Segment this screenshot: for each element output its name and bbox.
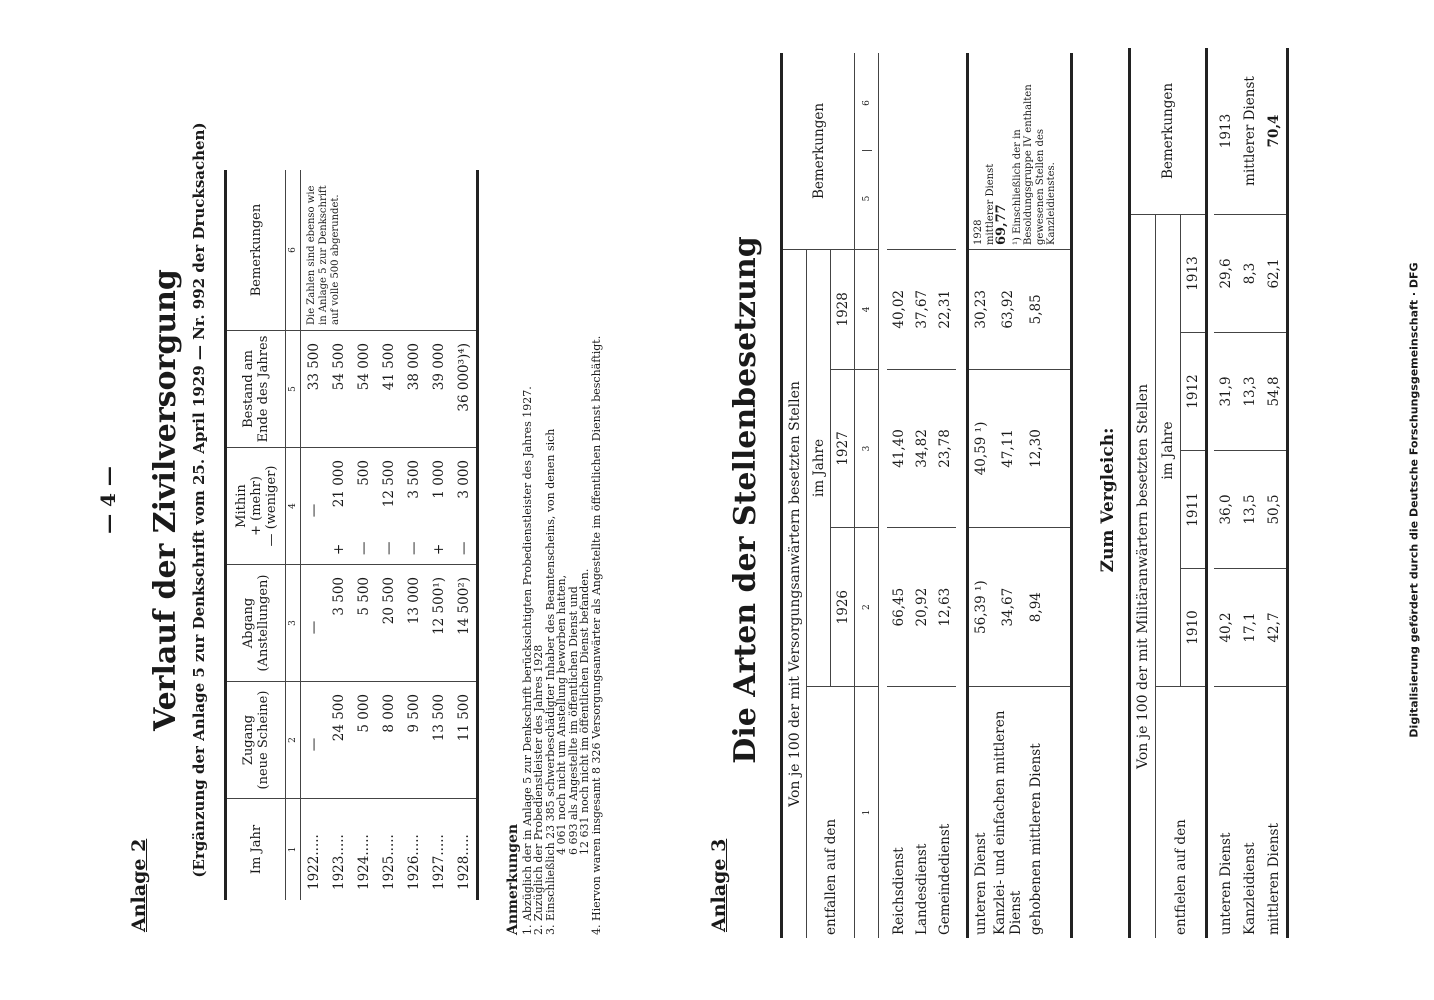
colnum: 5 <box>286 331 301 448</box>
brace-value: 70,4 <box>1262 48 1288 215</box>
cell-value: 63,92 <box>992 250 1024 370</box>
cell-abgang: 3 500 <box>326 565 351 682</box>
cell-year: 1927..... <box>430 834 447 890</box>
row-label: mittleren Dienst <box>1266 823 1282 935</box>
brace-value: 69,77 <box>994 204 1009 245</box>
cell-mithin-value: 3 500 <box>405 460 422 499</box>
t2-year: 1927 <box>831 369 855 528</box>
table-row <box>1214 48 1238 938</box>
cell-value: 8,94 <box>1024 528 1047 687</box>
header-zugang: Zugang (neue Scheine) <box>226 682 286 799</box>
cell-abgang: 14 500²) <box>451 565 478 682</box>
cell-value: 56,39 ¹) <box>968 528 993 687</box>
cell-bestand: 39 000 <box>426 331 451 448</box>
cell-mithin <box>451 448 478 565</box>
cell-mithin-value: — <box>305 503 322 518</box>
cell-sign: + <box>430 543 447 555</box>
cell-zugang: 8 000 <box>376 682 401 799</box>
vergleich-table <box>1128 48 1289 938</box>
cell-mithin <box>351 448 376 565</box>
cell-bestand: 54 000 <box>351 331 376 448</box>
cell-zugang: — <box>301 682 327 799</box>
table-row <box>1262 48 1288 938</box>
cell-bestand: 36 000³)⁴) <box>451 331 478 448</box>
anlage2-subtitle: (Ergänzung der Anlage 5 zur Denkschrift vom 25. April 1929 — Nr. 992 der Drucksachen) <box>190 122 208 878</box>
cell-value: 20,92 <box>910 528 933 687</box>
t2-year: 1928 <box>831 250 855 370</box>
cell-value: 30,23 <box>968 250 993 370</box>
cell-mithin <box>301 448 327 565</box>
cell-abgang: 5 500 <box>351 565 376 682</box>
cell-abgang: 20 500 <box>376 565 401 682</box>
note-item: 2. Zuzüglich der Probedienstleister des Jahres 1928 <box>532 644 545 935</box>
header-bestand: Bestand am Ende des Jahres <box>226 331 286 448</box>
colnum: 2 <box>855 528 879 687</box>
colnum: 3 <box>855 369 879 528</box>
colnum: 6 <box>861 100 872 106</box>
t3-year: 1913 <box>1181 215 1207 333</box>
cell-abgang: 13 000 <box>401 565 426 682</box>
cell-abgang: — <box>301 565 327 682</box>
cell-value: 34,82 <box>910 369 933 528</box>
cell-mithin <box>326 448 351 565</box>
cell-value: 50,5 <box>1262 451 1288 569</box>
note-item: 4. Hiervon waren insgesamt 8 326 Versorgungsanwärter als Angestellte im öffentlichen Dienst beschäftigt. <box>589 335 603 935</box>
header-jahr: Im Jahr <box>248 824 264 875</box>
t3-year: 1910 <box>1181 569 1207 687</box>
zivilversorgung-table <box>224 170 479 900</box>
cell-value: 41,40 <box>887 369 910 528</box>
cell-value: 40,02 <box>887 250 910 370</box>
cell-sign: — <box>405 541 422 555</box>
t3-period-header: im Jahre <box>1156 215 1181 687</box>
anlage2-title: Verlauf der Zivilversorgung <box>148 269 183 731</box>
cell-zugang: 9 500 <box>401 682 426 799</box>
colnum: 5 <box>862 150 872 246</box>
header-abgang: Abgang (Anstellungen) <box>226 565 286 682</box>
t3-year: 1912 <box>1181 333 1207 451</box>
cell-value: 13,3 <box>1238 333 1262 451</box>
anmerkungen <box>505 35 603 935</box>
brace-year: 1913 <box>1214 48 1238 215</box>
cell-value: 5,85 <box>1024 250 1047 370</box>
colnum: 1 <box>855 687 879 939</box>
stellenbesetzung-table <box>780 53 1073 938</box>
anlage2-label: Anlage 2 <box>128 838 150 932</box>
comparison-heading: Zum Vergleich: <box>1098 427 1118 573</box>
cell-mithin <box>426 448 451 565</box>
table-row <box>301 170 327 900</box>
colnum: 2 <box>286 682 301 799</box>
cell-value: 23,78 <box>933 369 956 528</box>
t2-year: 1926 <box>831 528 855 687</box>
cell-bestand: 38 000 <box>401 331 426 448</box>
cell-value: 12,30 <box>1024 369 1047 528</box>
brace-label: mittlerer Dienst <box>984 163 996 245</box>
footer-text: Digitalisierung gefördert durch die Deutsche Forschungsgemeinschaft · DFG <box>1407 262 1421 738</box>
row-label: Kanzlei- und einfachen mittleren Dienst <box>992 710 1024 935</box>
cell-year: 1928..... <box>455 834 472 890</box>
colnum: 6 <box>286 170 301 331</box>
cell-value: 37,67 <box>910 250 933 370</box>
note-item: 1. Abzüglich der in Anlage 5 zur Denkschrift berücksichtigten Probedienstleister des Jahres 1927. <box>520 386 534 935</box>
cell-mithin-value: 500 <box>355 460 372 486</box>
cell-value: 36,0 <box>1214 451 1238 569</box>
cell-zugang: 5 000 <box>351 682 376 799</box>
cell-value: 29,6 <box>1214 215 1238 333</box>
anlage3-title: Die Arten der Stellenbesetzung <box>728 236 763 764</box>
table-row <box>933 53 956 938</box>
cell-sign: + <box>330 543 347 555</box>
cell-value: 12,63 <box>933 528 956 687</box>
cell-bestand: 54 500 <box>326 331 351 448</box>
t3-remarks-header: Bemerkungen <box>1130 48 1207 215</box>
table-row <box>910 53 933 938</box>
colnum: 3 <box>286 565 301 682</box>
cell-year: 1926..... <box>405 834 422 890</box>
cell-zugang: 13 500 <box>426 682 451 799</box>
t2-remarks-header: Bemerkungen <box>782 53 855 250</box>
table-row <box>1238 48 1262 938</box>
cell-value: 62,1 <box>1262 215 1288 333</box>
t2-period-header: im Jahre <box>807 250 831 687</box>
colnum: 4 <box>286 448 301 565</box>
colnum: 1 <box>286 799 301 901</box>
cell-value: 22,31 <box>933 250 956 370</box>
t3-heading: Von je 100 der mit Militäranwärtern besetzten Stellen <box>1130 215 1156 939</box>
cell-bestand: 41 500 <box>376 331 401 448</box>
cell-year: 1922..... <box>305 834 322 890</box>
cell-value: 34,67 <box>992 528 1024 687</box>
table-row <box>968 53 993 938</box>
cell-value: 66,45 <box>887 528 910 687</box>
cell-mithin-value: 1 000 <box>430 460 447 499</box>
cell-sign: — <box>455 541 472 555</box>
cell-mithin-value: 21 000 <box>330 460 347 508</box>
cell-value: 47,11 <box>992 369 1024 528</box>
row-label: Kanzleidienst <box>1242 842 1258 935</box>
cell-zugang: 24 500 <box>326 682 351 799</box>
cell-sign: — <box>380 541 397 555</box>
cell-value: 40,59 ¹) <box>968 369 993 528</box>
brace-year: 1928 <box>973 219 984 245</box>
t3-row-label-header: entfielen auf den <box>1172 819 1189 935</box>
remark-cell: Die Zahlen sind ebenso wie in Anlage 5 zur Denkschrift auf volle 500 abgerundet. <box>301 170 478 331</box>
row-label: unteren Dienst <box>972 832 989 935</box>
cell-mithin <box>376 448 401 565</box>
row-label: Landesdienst <box>913 843 930 935</box>
cell-value: 54,8 <box>1262 333 1288 451</box>
row-label: gehobenen mittleren Dienst <box>1027 743 1044 935</box>
note-item: 4 061 noch nicht um Anstellung beworben hatten, <box>555 574 568 855</box>
cell-year: 1925..... <box>380 834 397 890</box>
cell-year: 1923..... <box>330 834 347 890</box>
cell-sign: — <box>355 541 372 555</box>
brace-label: mittlerer Dienst <box>1238 48 1262 215</box>
cell-mithin-value: 3 000 <box>455 460 472 499</box>
cell-value: 13,5 <box>1238 451 1262 569</box>
anlage3-label: Anlage 3 <box>708 838 730 932</box>
header-mithin: Mithin + (mehr) — (weniger) <box>226 448 286 565</box>
cell-value: 31,9 <box>1214 333 1238 451</box>
cell-mithin <box>401 448 426 565</box>
note-item: 3. Einschließlich 23 385 schwerbeschädigter Inhaber des Beamtenscheins, von denen sich <box>543 428 557 935</box>
cell-value: 8,3 <box>1238 215 1262 333</box>
cell-value: 42,7 <box>1262 569 1288 687</box>
row-label: Reichsdienst <box>890 847 907 935</box>
t3-year: 1911 <box>1181 451 1207 569</box>
header-bemerkungen: Bemerkungen <box>226 170 286 331</box>
colnum <box>855 53 879 250</box>
row-label: Gemeindedienst <box>936 823 953 935</box>
t2-row-label-header: entfallen auf den <box>822 818 839 935</box>
page-number: — 4 — <box>96 466 120 534</box>
cell-value: 40,2 <box>1214 569 1238 687</box>
cell-zugang: 11 500 <box>451 682 478 799</box>
cell-year: 1924..... <box>355 834 372 890</box>
footnote: ¹) Einschließlich der in Besoldungsgruppe IV enthalten gewesenen Stellen des Kanzleidienstes. <box>1011 84 1057 245</box>
cell-mithin-value: 12 500 <box>380 460 397 508</box>
cell-bestand: 33 500 <box>301 331 327 448</box>
cell-abgang: 12 500¹) <box>426 565 451 682</box>
note-item: 6 693 als Angestellte im öffentlichen Dienst und <box>566 586 580 855</box>
notes-heading: Anmerkungen <box>505 823 521 935</box>
t2-heading: Von je 100 der mit Versorgungsanwärtern besetzten Stellen <box>782 250 807 939</box>
table-row <box>887 53 910 938</box>
cell-value: 17,1 <box>1238 569 1262 687</box>
colnum: 4 <box>855 250 879 370</box>
note-item: 12 631 noch nicht im öffentlichen Dienst befanden. <box>578 568 591 855</box>
row-label: unteren Dienst <box>1218 832 1234 935</box>
